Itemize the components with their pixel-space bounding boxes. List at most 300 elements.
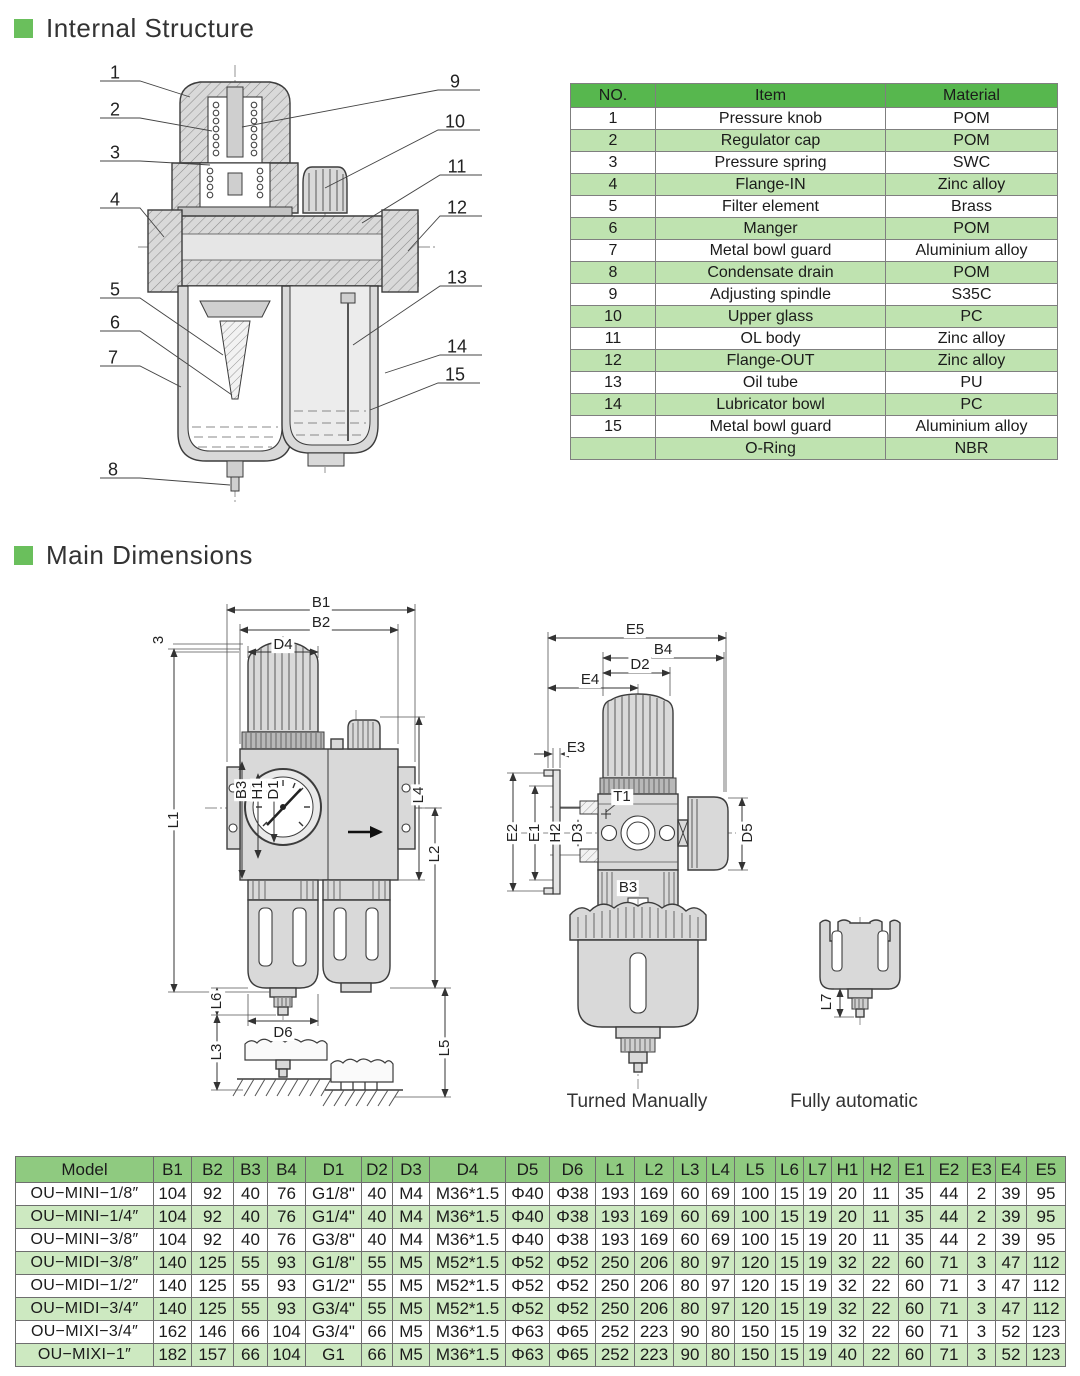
table-cell: 140 (154, 1252, 192, 1275)
table-cell: 92 (192, 1229, 234, 1252)
table-cell: Φ40 (506, 1183, 550, 1206)
table-cell: 97 (707, 1252, 735, 1275)
column-header: Item (656, 84, 886, 108)
dim-label-e4: E4 (580, 671, 600, 689)
table-cell: 55 (234, 1252, 268, 1275)
table-cell: 40 (234, 1229, 268, 1252)
table-cell: Pressure spring (656, 152, 886, 174)
table-cell: Flange-OUT (656, 350, 886, 372)
table-cell: Aluminium alloy (886, 240, 1058, 262)
table-cell: NBR (886, 438, 1058, 460)
dim-label-b2: B2 (311, 614, 331, 632)
dim-label-l7: L7 (818, 993, 836, 1011)
table-row (571, 218, 1058, 240)
table-row (16, 1229, 1066, 1252)
table-cell: 35 (899, 1229, 931, 1252)
table-cell: 100 (735, 1229, 776, 1252)
table-cell: Zinc alloy (886, 350, 1058, 372)
table-cell: 100 (735, 1183, 776, 1206)
table-cell: 206 (635, 1275, 674, 1298)
table-cell: POM (886, 218, 1058, 240)
table-cell: OU−MIXI−1″ (16, 1344, 154, 1367)
table-row (571, 262, 1058, 284)
table-cell: 97 (707, 1275, 735, 1298)
column-header: D1 (306, 1157, 362, 1183)
table-cell: 71 (931, 1344, 968, 1367)
table-cell: OU−MINI−1/4″ (16, 1206, 154, 1229)
table-cell: 40 (362, 1183, 393, 1206)
column-header: B1 (154, 1157, 192, 1183)
dim-label-d4: D4 (273, 636, 293, 654)
table-cell: Aluminium alloy (886, 416, 1058, 438)
table-row (16, 1298, 1066, 1321)
callout-12: 12 (446, 197, 468, 218)
table-cell: 2 (571, 130, 656, 152)
table-cell: 66 (362, 1321, 393, 1344)
table-cell: 69 (707, 1206, 735, 1229)
table-cell: 19 (804, 1275, 832, 1298)
table-cell: 22 (864, 1321, 899, 1344)
table-cell: 15 (571, 416, 656, 438)
table-cell: 252 (596, 1321, 635, 1344)
column-header: L1 (596, 1157, 635, 1183)
table-cell: 80 (707, 1344, 735, 1367)
dimension-table-body (16, 1183, 1066, 1367)
table-cell: 39 (996, 1206, 1027, 1229)
table-cell: 44 (931, 1229, 968, 1252)
table-cell: 90 (674, 1321, 707, 1344)
table-cell: 19 (804, 1344, 832, 1367)
table-cell: M5 (393, 1275, 430, 1298)
table-cell: 1 (571, 108, 656, 130)
table-cell: PC (886, 394, 1058, 416)
table-cell: 4 (571, 174, 656, 196)
table-cell: 15 (776, 1275, 804, 1298)
table-cell: SWC (886, 152, 1058, 174)
table-cell: Zinc alloy (886, 174, 1058, 196)
table-cell: 40 (832, 1344, 864, 1367)
table-row (571, 394, 1058, 416)
table-cell: 47 (996, 1275, 1027, 1298)
column-header: E2 (931, 1157, 968, 1183)
table-cell: S35C (886, 284, 1058, 306)
table-cell: 150 (735, 1344, 776, 1367)
table-cell: Φ63 (506, 1344, 550, 1367)
column-header: H1 (832, 1157, 864, 1183)
table-cell: 97 (707, 1298, 735, 1321)
table-cell: 47 (996, 1298, 1027, 1321)
table-cell: M36*1.5 (430, 1229, 506, 1252)
column-header: Material (886, 84, 1058, 108)
table-cell: Filter element (656, 196, 886, 218)
column-header: H2 (864, 1157, 899, 1183)
table-cell: 69 (707, 1229, 735, 1252)
table-cell: Metal bowl guard (656, 416, 886, 438)
section-title: Internal Structure (46, 13, 255, 43)
table-row (571, 350, 1058, 372)
table-cell: 40 (234, 1183, 268, 1206)
table-cell: 140 (154, 1275, 192, 1298)
table-cell: G1/4" (306, 1206, 362, 1229)
table-cell: 92 (192, 1183, 234, 1206)
table-cell: 3 (968, 1321, 996, 1344)
callout-5: 5 (109, 279, 121, 300)
table-cell: M5 (393, 1298, 430, 1321)
table-cell: 19 (804, 1206, 832, 1229)
dim-label-l3: L3 (208, 1043, 226, 1061)
table-row (571, 438, 1058, 460)
table-cell: 7 (571, 240, 656, 262)
table-cell: 104 (268, 1321, 306, 1344)
table-cell: Zinc alloy (886, 328, 1058, 350)
table-cell: 3 (571, 152, 656, 174)
table-cell: M36*1.5 (430, 1206, 506, 1229)
section-heading-main-dimensions (14, 540, 253, 571)
table-cell: 3 (968, 1298, 996, 1321)
table-row (16, 1157, 1066, 1183)
table-cell: 193 (596, 1206, 635, 1229)
table-cell: Φ52 (550, 1275, 596, 1298)
dim-label-e1: E1 (526, 823, 544, 843)
table-cell: 123 (1027, 1321, 1066, 1344)
table-cell: 55 (234, 1298, 268, 1321)
table-cell: 71 (931, 1275, 968, 1298)
column-header: D6 (550, 1157, 596, 1183)
dim-label-e3: E3 (566, 739, 586, 757)
table-cell: Adjusting spindle (656, 284, 886, 306)
table-cell: Φ65 (550, 1344, 596, 1367)
table-cell: Regulator cap (656, 130, 886, 152)
table-cell: Φ65 (550, 1321, 596, 1344)
table-cell: 66 (362, 1344, 393, 1367)
table-cell: 120 (735, 1252, 776, 1275)
table-row (571, 328, 1058, 350)
table-cell: 95 (1027, 1206, 1066, 1229)
table-cell: OU−MIDI−3/8″ (16, 1252, 154, 1275)
table-cell: Condensate drain (656, 262, 886, 284)
table-cell: 35 (899, 1206, 931, 1229)
table-cell: 93 (268, 1275, 306, 1298)
table-cell: 71 (931, 1252, 968, 1275)
table-cell: 250 (596, 1298, 635, 1321)
table-cell: 157 (192, 1344, 234, 1367)
table-cell: 206 (635, 1298, 674, 1321)
table-cell: 2 (968, 1229, 996, 1252)
dim-label-e2: E2 (504, 823, 522, 843)
dim-label-l2: L2 (426, 845, 444, 863)
dimension-table (15, 1156, 1066, 1367)
column-header: E1 (899, 1157, 931, 1183)
callout-3: 3 (109, 142, 121, 163)
table-cell: Pressure knob (656, 108, 886, 130)
table-cell: M36*1.5 (430, 1344, 506, 1367)
table-cell: Upper glass (656, 306, 886, 328)
table-cell: 11 (571, 328, 656, 350)
table-cell: M52*1.5 (430, 1252, 506, 1275)
table-cell: G3/8" (306, 1229, 362, 1252)
callout-2: 2 (109, 99, 121, 120)
table-cell: Φ63 (506, 1321, 550, 1344)
table-cell: 223 (635, 1344, 674, 1367)
table-row (16, 1275, 1066, 1298)
table-cell: 66 (234, 1344, 268, 1367)
table-cell: 60 (899, 1275, 931, 1298)
table-cell: M52*1.5 (430, 1298, 506, 1321)
table-cell: 100 (735, 1206, 776, 1229)
table-cell: 92 (192, 1206, 234, 1229)
table-cell: POM (886, 130, 1058, 152)
materials-table (570, 83, 1058, 460)
table-cell: 252 (596, 1344, 635, 1367)
table-cell: 14 (571, 394, 656, 416)
table-cell: 69 (707, 1183, 735, 1206)
table-cell: 6 (571, 218, 656, 240)
table-cell: 90 (674, 1344, 707, 1367)
section-title: Main Dimensions (46, 540, 253, 570)
table-cell: O-Ring (656, 438, 886, 460)
table-cell: OU−MINI−1/8″ (16, 1183, 154, 1206)
column-header: D4 (430, 1157, 506, 1183)
table-cell: Φ52 (550, 1298, 596, 1321)
dim-label-d3: D3 (569, 823, 587, 843)
callout-1: 1 (109, 62, 121, 83)
table-row (571, 284, 1058, 306)
table-cell: M52*1.5 (430, 1275, 506, 1298)
table-cell: 19 (804, 1183, 832, 1206)
table-cell: 223 (635, 1321, 674, 1344)
dim-label-l4: L4 (410, 786, 428, 804)
table-cell: Φ52 (506, 1298, 550, 1321)
table-cell: M5 (393, 1344, 430, 1367)
table-cell (571, 438, 656, 460)
table-cell: 15 (776, 1183, 804, 1206)
table-cell: 93 (268, 1252, 306, 1275)
callout-14: 14 (446, 336, 468, 357)
table-cell: 2 (968, 1183, 996, 1206)
dim-label-3: 3 (150, 635, 168, 645)
table-cell: 22 (864, 1298, 899, 1321)
table-row (571, 108, 1058, 130)
table-row (571, 130, 1058, 152)
table-cell: 146 (192, 1321, 234, 1344)
column-header: L3 (674, 1157, 707, 1183)
table-cell: 22 (864, 1275, 899, 1298)
table-cell: M5 (393, 1252, 430, 1275)
dim-label-d5: D5 (739, 823, 757, 843)
table-cell: 80 (707, 1321, 735, 1344)
table-cell: 9 (571, 284, 656, 306)
table-cell: 193 (596, 1183, 635, 1206)
column-header: L2 (635, 1157, 674, 1183)
dim-label-b4: B4 (653, 641, 673, 659)
table-cell: Metal bowl guard (656, 240, 886, 262)
table-cell: 52 (996, 1344, 1027, 1367)
table-row (571, 174, 1058, 196)
column-header: D2 (362, 1157, 393, 1183)
table-cell: 250 (596, 1252, 635, 1275)
table-cell: 15 (776, 1321, 804, 1344)
column-header: E5 (1027, 1157, 1066, 1183)
table-cell: 47 (996, 1252, 1027, 1275)
materials-table-header (571, 84, 1058, 108)
table-cell: 140 (154, 1298, 192, 1321)
table-cell: 112 (1027, 1252, 1066, 1275)
table-cell: 169 (635, 1229, 674, 1252)
caption-turned-manually: Turned Manually (566, 1091, 708, 1112)
table-cell: 55 (234, 1275, 268, 1298)
table-cell: 123 (1027, 1344, 1066, 1367)
table-row (571, 152, 1058, 174)
table-row (16, 1252, 1066, 1275)
callout-8: 8 (107, 459, 119, 480)
table-cell: Φ52 (550, 1252, 596, 1275)
dim-label-h2: H2 (547, 823, 565, 843)
table-cell: 76 (268, 1229, 306, 1252)
table-cell: 206 (635, 1252, 674, 1275)
table-cell: 44 (931, 1206, 968, 1229)
table-cell: M4 (393, 1206, 430, 1229)
table-cell: 55 (362, 1298, 393, 1321)
table-cell: 35 (899, 1183, 931, 1206)
table-cell: OU−MIXI−3/4″ (16, 1321, 154, 1344)
column-header: L4 (707, 1157, 735, 1183)
table-cell: 2 (968, 1206, 996, 1229)
table-cell: 3 (968, 1275, 996, 1298)
table-cell: 162 (154, 1321, 192, 1344)
table-cell: Brass (886, 196, 1058, 218)
table-cell: 19 (804, 1252, 832, 1275)
table-cell: 32 (832, 1298, 864, 1321)
table-cell: 32 (832, 1252, 864, 1275)
table-cell: OL body (656, 328, 886, 350)
table-cell: 104 (154, 1206, 192, 1229)
table-cell: 60 (899, 1344, 931, 1367)
table-cell: POM (886, 262, 1058, 284)
table-cell: 76 (268, 1183, 306, 1206)
column-header: D5 (506, 1157, 550, 1183)
table-cell: M4 (393, 1183, 430, 1206)
table-cell: M5 (393, 1321, 430, 1344)
table-row (571, 240, 1058, 262)
table-row (16, 1344, 1066, 1367)
callout-10: 10 (444, 111, 466, 132)
dim-label-b3: B3 (233, 780, 251, 800)
table-cell: 71 (931, 1298, 968, 1321)
table-cell: 125 (192, 1252, 234, 1275)
table-cell: 104 (154, 1183, 192, 1206)
table-cell: Manger (656, 218, 886, 240)
table-cell: M4 (393, 1229, 430, 1252)
table-cell: 60 (674, 1229, 707, 1252)
table-row (571, 416, 1058, 438)
callout-7: 7 (107, 347, 119, 368)
column-header: D3 (393, 1157, 430, 1183)
table-cell: 40 (234, 1206, 268, 1229)
table-cell: G3/4" (306, 1321, 362, 1344)
table-cell: 95 (1027, 1183, 1066, 1206)
table-cell: 19 (804, 1321, 832, 1344)
section-heading-internal-structure (14, 13, 254, 44)
callout-11: 11 (447, 156, 467, 177)
table-cell: 22 (864, 1252, 899, 1275)
table-cell: 250 (596, 1275, 635, 1298)
table-cell: Φ52 (506, 1275, 550, 1298)
table-cell: Lubricator bowl (656, 394, 886, 416)
table-cell: G1/8" (306, 1252, 362, 1275)
table-cell: 76 (268, 1206, 306, 1229)
column-header: L6 (776, 1157, 804, 1183)
callout-6: 6 (109, 312, 121, 333)
table-cell: 60 (899, 1321, 931, 1344)
table-cell: Φ38 (550, 1206, 596, 1229)
materials-table-body (571, 108, 1058, 460)
table-cell: 80 (674, 1275, 707, 1298)
table-cell: M36*1.5 (430, 1321, 506, 1344)
table-cell: 32 (832, 1321, 864, 1344)
dim-label-l5: L5 (436, 1039, 454, 1057)
dim-label-l1: L1 (165, 811, 183, 829)
column-header: B4 (268, 1157, 306, 1183)
dim-label-b3-side: B3 (618, 879, 638, 897)
table-row (571, 196, 1058, 218)
table-cell: 20 (832, 1183, 864, 1206)
table-cell: 60 (899, 1298, 931, 1321)
table-cell: 3 (968, 1252, 996, 1275)
table-cell: 15 (776, 1252, 804, 1275)
table-cell: 80 (674, 1252, 707, 1275)
table-cell: 8 (571, 262, 656, 284)
table-cell: 125 (192, 1275, 234, 1298)
table-cell: 10 (571, 306, 656, 328)
table-cell: 71 (931, 1321, 968, 1344)
table-cell: 52 (996, 1321, 1027, 1344)
table-cell: 11 (864, 1206, 899, 1229)
dim-label-b1: B1 (311, 594, 331, 612)
table-cell: PU (886, 372, 1058, 394)
table-cell: G1/8" (306, 1183, 362, 1206)
table-cell: 44 (931, 1183, 968, 1206)
column-header: Model (16, 1157, 154, 1183)
table-cell: Φ52 (506, 1252, 550, 1275)
table-cell: 55 (362, 1252, 393, 1275)
dim-label-d1: D1 (265, 780, 283, 800)
callout-15: 15 (444, 364, 466, 385)
dim-label-e5: E5 (625, 621, 645, 639)
front-dimension-view (145, 592, 490, 1142)
table-cell: 20 (832, 1206, 864, 1229)
internal-structure-diagram (60, 55, 540, 510)
table-row (571, 84, 1058, 108)
table-cell: 19 (804, 1229, 832, 1252)
column-header: L7 (804, 1157, 832, 1183)
dim-label-l6: L6 (208, 992, 226, 1010)
table-cell: 104 (268, 1344, 306, 1367)
table-row (16, 1206, 1066, 1229)
table-cell: 19 (804, 1298, 832, 1321)
table-cell: OU−MINI−3/8″ (16, 1229, 154, 1252)
column-header: B3 (234, 1157, 268, 1183)
column-header: B2 (192, 1157, 234, 1183)
table-cell: 150 (735, 1321, 776, 1344)
callout-4: 4 (109, 189, 121, 210)
table-cell: Φ38 (550, 1183, 596, 1206)
green-square-bullet-icon (14, 19, 33, 38)
table-cell: 12 (571, 350, 656, 372)
callout-9: 9 (449, 71, 461, 92)
table-cell: G3/4" (306, 1298, 362, 1321)
table-cell: 66 (234, 1321, 268, 1344)
dim-label-t1: T1 (613, 788, 631, 806)
